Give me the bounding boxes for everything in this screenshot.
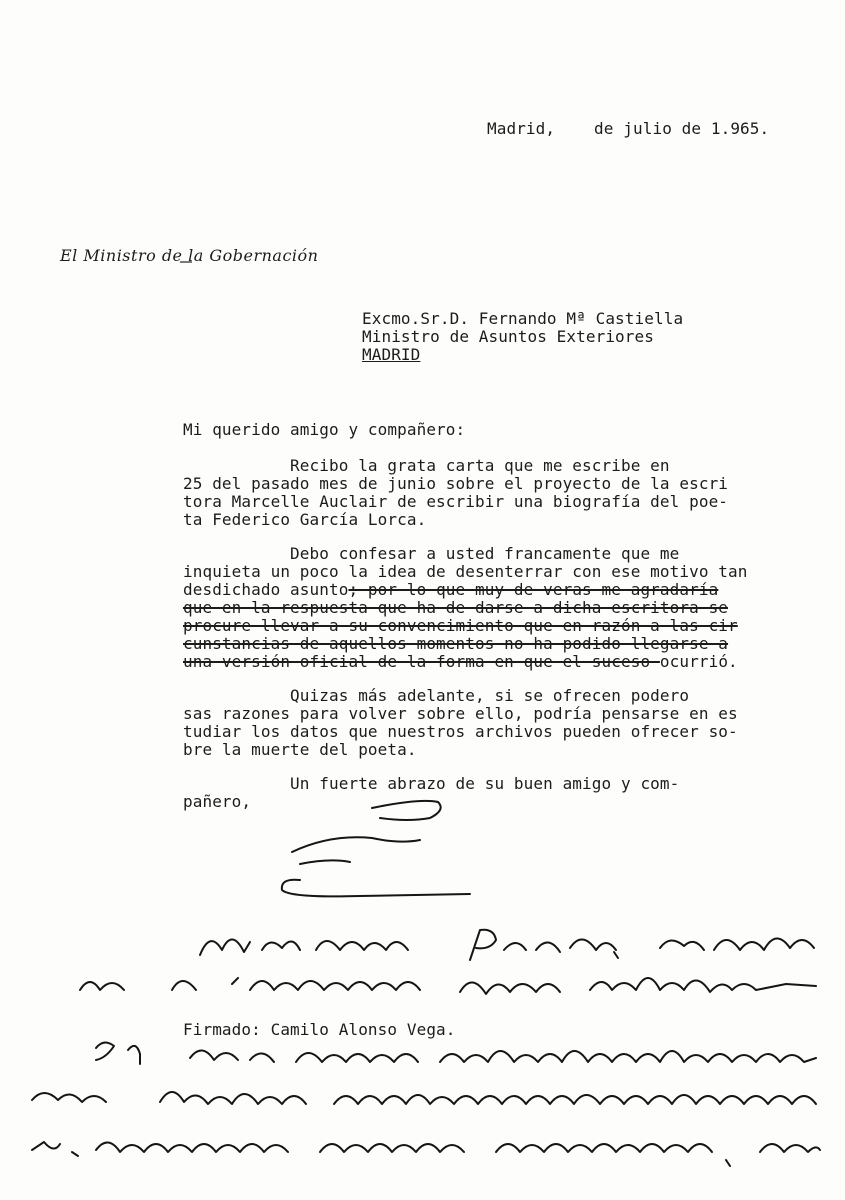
letterhead: El Ministro de la Gobernación [60, 246, 319, 265]
paragraph-line: tora Marcelle Auclair de escribir una biografía del poe- [183, 492, 729, 511]
struck-text: ; por lo que muy de veras me agradaría [348, 580, 719, 599]
paragraph-line: bre la muerte del poeta. [183, 740, 417, 759]
paragraph-line: ta Federico García Lorca. [183, 510, 427, 529]
letter-date: Madrid, de julio de 1.965. [487, 119, 770, 138]
recipient-city: MADRID [362, 345, 421, 364]
struck-line: procure llevar a su convencimiento que en razón a las cir [183, 616, 738, 635]
paragraph-line: Debo confesar a usted francamente que me [183, 544, 680, 563]
closing-line: Un fuerte abrazo de su buen amigo y com- [183, 774, 680, 793]
struck-line: que en la respuesta que ha de darse a dicha escritora se [183, 598, 729, 617]
recipient-name: Excmo.Sr.D. Fernando Mª Castiella [362, 309, 684, 328]
paragraph-line: inquieta un poco la idea de desenterrar con ese motivo tan [183, 562, 748, 581]
closing-line: pañero, [183, 792, 252, 811]
paragraph-line: Recibo la grata carta que me escribe en [183, 456, 670, 475]
signature-line: Firmado: Camilo Alonso Vega. [183, 1020, 456, 1039]
recipient-title: Ministro de Asuntos Exteriores [362, 327, 654, 346]
paragraph-line: sas razones para volver sobre ello, podría pensarse en es [183, 704, 738, 723]
struck-line: cunstancias de aquellos momentos no ha podido llegarse a [183, 634, 729, 653]
paragraph-line: Quizas más adelante, si se ofrecen podero [183, 686, 690, 705]
paragraph-line: 25 del pasado mes de junio sobre el proyecto de la escri [183, 474, 729, 493]
kept-text: desdichado asunto [183, 580, 349, 599]
salutation: Mi querido amigo y compañero: [183, 420, 466, 439]
paragraph-line: tudiar los datos que nuestros archivos pueden ofrecer so- [183, 722, 738, 741]
struck-text: una versión oficial de la forma en que el suceso [183, 652, 660, 671]
kept-text: ocurrió. [659, 652, 738, 671]
